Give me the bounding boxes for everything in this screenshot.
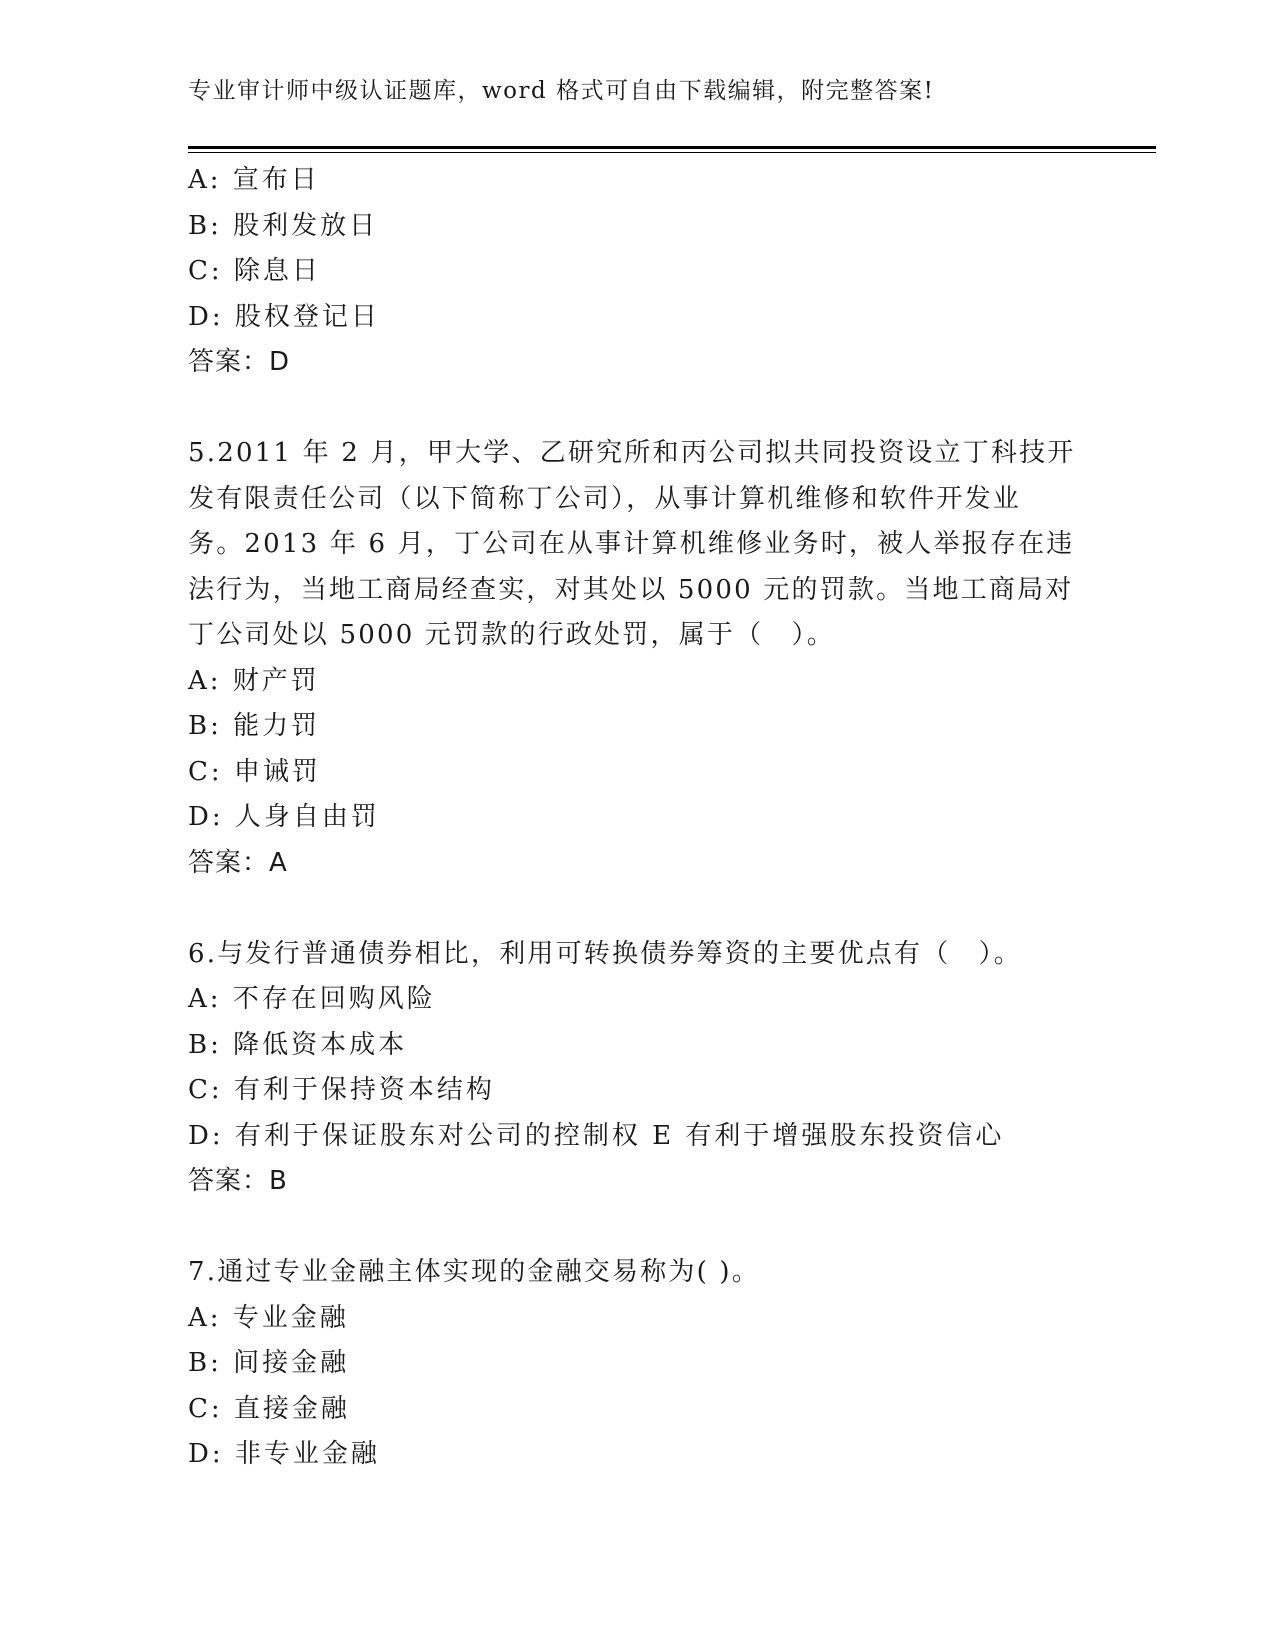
option-a: A: 财产罚 bbox=[188, 665, 320, 696]
option-b: B: 股利发放日 bbox=[188, 210, 379, 241]
option-d: D: 有利于保证股东对公司的控制权 E 有利于增强股东投资信心 bbox=[188, 1120, 1005, 1151]
answer: 答案：B bbox=[188, 1166, 288, 1196]
option-a: A: 专业金融 bbox=[188, 1302, 349, 1333]
page-header: 专业审计师中级认证题库，word 格式可自由下载编辑，附完整答案! bbox=[188, 78, 935, 104]
option-c: C: 申诫罚 bbox=[188, 756, 321, 787]
option-d: D: 非专业金融 bbox=[188, 1439, 380, 1469]
option-c: C: 有利于保持资本结构 bbox=[188, 1075, 495, 1105]
option-a: A: 不存在回购风险 bbox=[188, 984, 436, 1014]
header-rule-thick bbox=[188, 146, 1156, 149]
question-stem-line: 5.2011 年 2 月，甲大学、乙研究所和丙公司拟共同投资设立丁科技开 bbox=[188, 438, 1076, 468]
answer: 答案：A bbox=[188, 847, 288, 878]
option-c: C: 直接金融 bbox=[188, 1393, 350, 1424]
option-d: D: 人身自由罚 bbox=[188, 802, 380, 832]
question-4 bbox=[188, 158, 1088, 386]
option-c: C: 除息日 bbox=[188, 256, 321, 286]
question-stem-line: 丁公司处以 5000 元罚款的行政处罚，属于（ ）。 bbox=[188, 620, 835, 650]
answer: 答案：D bbox=[188, 347, 291, 377]
question-stem-line: 6.与发行普通债券相比，利用可转换债券筹资的主要优点有（ ）。 bbox=[188, 938, 1023, 969]
option-b: B: 降低资本成本 bbox=[188, 1029, 408, 1060]
option-a: A: 宣布日 bbox=[188, 165, 320, 195]
option-b: B: 间接金融 bbox=[188, 1348, 350, 1378]
question-stem-line: 务。2013 年 6 月，丁公司在从事计算机维修业务时，被人举报存在违 bbox=[188, 529, 1075, 559]
question-5 bbox=[188, 431, 1088, 886]
header-rule-thin bbox=[188, 152, 1156, 153]
question-list bbox=[188, 158, 1088, 1478]
option-b: B: 能力罚 bbox=[188, 711, 321, 741]
option-d: D: 股权登记日 bbox=[188, 301, 380, 332]
question-6 bbox=[188, 932, 1088, 1205]
question-stem-line: 法行为，当地工商局经查实，对其处以 5000 元的罚款。当地工商局对 bbox=[188, 574, 1074, 605]
question-stem-line: 7.通过专业金融主体实现的金融交易称为( )。 bbox=[188, 1257, 760, 1287]
question-7 bbox=[188, 1250, 1088, 1478]
question-stem-line: 发有限责任公司（以下简称丁公司），从事计算机维修和软件开发业 bbox=[188, 483, 1022, 514]
